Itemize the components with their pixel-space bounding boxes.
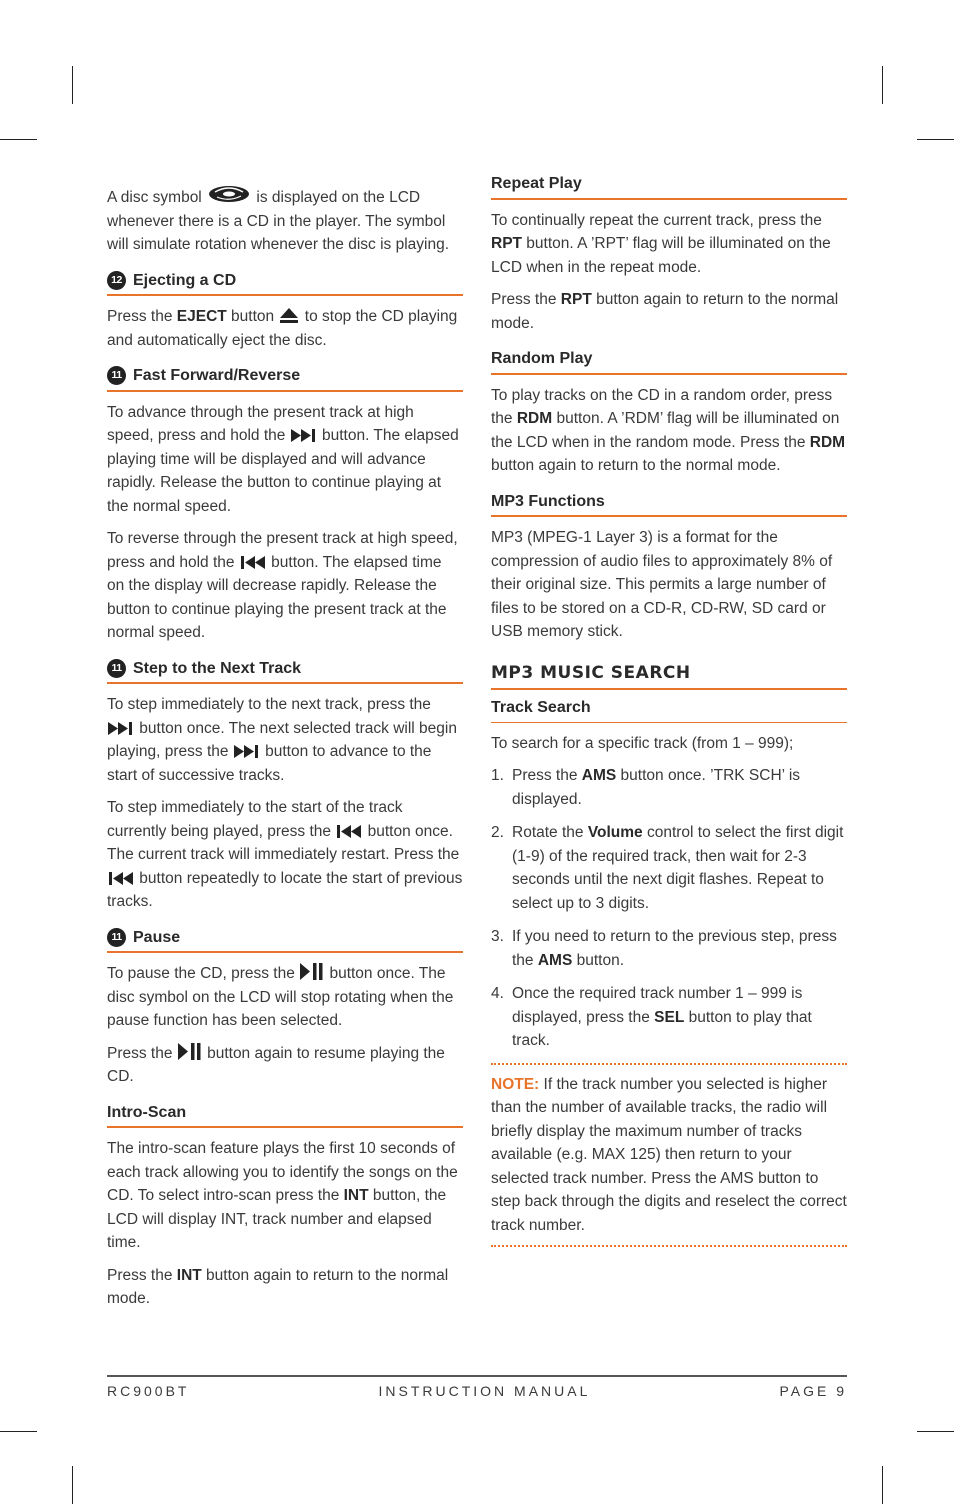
play-pause-icon [300, 962, 324, 981]
note-text: If the track number you selected is higher than the number of available tracks, the radio will briefly display the maximum number of tracks available (e.g. MAX 125) then return to your selected track number. Press the AMS button to step back through the digits and reselect the correct track number. [491, 1075, 847, 1234]
list-item: 1. Press the AMS button once. ’TRK SCH’ is displayed. [491, 767, 801, 808]
prev-track-icon [108, 871, 134, 886]
eject-icon [279, 307, 299, 324]
pause-heading: 11 Pause [107, 926, 463, 954]
disc-intro: A disc symbol is displayed on the LCD whenever there is a CD in the player. The symbol will simulate rotation whenever the disc is playing. [107, 182, 463, 257]
repeat-return-paragraph: Press the RPT button again to return to the normal mode. [491, 291, 839, 332]
step-number-badge: 12 [107, 271, 126, 290]
footer-page-number: PAGE 9 [779, 1383, 847, 1399]
next-track-icon [234, 744, 260, 759]
mp3-functions-heading: MP3 Functions [491, 490, 847, 518]
step-number-badge: 11 [107, 659, 126, 678]
crop-mark [917, 1431, 954, 1432]
crop-mark [72, 1466, 73, 1504]
track-search-intro: To search for a specific track (from 1 – 999); [491, 734, 794, 752]
crop-mark [882, 1466, 883, 1504]
random-paragraph: To play tracks on the CD in a random order, press the RDM button. A ’RDM’ flag will be illuminated on the LCD when in the random mode. Press the RDM button again to return to the normal mode. [491, 386, 846, 474]
play-pause-icon [178, 1042, 202, 1061]
list-item: 2. Rotate the Volume control to select the first digit (1-9) of the required track, then wait for 2-3 seconds until the next digit flashes. Repeat to select up to 3 digits. [491, 824, 844, 912]
list-item: 4. Once the required track number 1 – 999 is displayed, press the SEL button to play that track. [491, 985, 812, 1049]
prev-track-icon [336, 824, 362, 839]
list-item: 3. If you need to return to the previous step, press the AMS button. [491, 928, 837, 969]
resume-paragraph: Press the button again to resume playing the CD. [107, 1042, 463, 1089]
footer-title: INSTRUCTION MANUAL [378, 1383, 591, 1399]
step-previous-paragraph: To step immediately to the start of the track currently being played, press the button once. The current track will immediately restart. Press the button repeatedly to locate the start of previous tracks. [107, 799, 463, 910]
step-next-paragraph: To step immediately to the next track, press the button once. The next selected track will begin playing, press the button to advance to the start of successive tracks. [107, 696, 457, 784]
footer-model: RC900BT [107, 1383, 190, 1399]
crop-mark [0, 139, 37, 140]
random-play-heading: Random Play [491, 347, 847, 375]
crop-mark [917, 139, 954, 140]
note-box [491, 1063, 847, 1248]
eject-paragraph: Press the EJECT button to stop the CD playing and automatically eject the disc. [107, 308, 458, 349]
step-number-badge: 11 [107, 366, 126, 385]
intro-scan-heading: Intro-Scan [107, 1101, 463, 1129]
next-track-icon [108, 721, 134, 736]
right-column [491, 172, 847, 1247]
step-number-badge: 11 [107, 928, 126, 947]
disc-icon [207, 182, 251, 204]
repeat-paragraph: To continually repeat the current track, press the RPT button. A ’RPT’ flag will be illuminated on the LCD when in the repeat mode. [491, 211, 831, 276]
mp3-paragraph: MP3 (MPEG-1 Layer 3) is a format for the compression of audio files to approximately 8% of their original size. This permits a large number of files to be stored on a CD-R, CD-RW, SD card or USB memory stick. [491, 529, 833, 640]
mp3-music-search-heading: MP3 MUSIC SEARCH [491, 662, 847, 691]
step-next-track-heading: 11 Step to the Next Track [107, 657, 463, 685]
prev-track-icon [240, 555, 266, 570]
note-label: NOTE: [491, 1075, 540, 1093]
fast-forward-paragraph: To advance through the present track at high speed, press and hold the button. The elapsed playing time will be displayed and will advance rapidly. Release the button to continue playing at the normal speed. [107, 403, 459, 515]
left-column [107, 172, 463, 1320]
repeat-play-heading: Repeat Play [491, 172, 847, 200]
crop-mark [882, 66, 883, 104]
page-footer [107, 1375, 847, 1399]
crop-mark [0, 1431, 37, 1432]
track-search-heading: Track Search [491, 696, 847, 723]
crop-mark [72, 66, 73, 104]
track-search-steps [491, 764, 847, 1053]
intro-scan-paragraph: The intro-scan feature plays the first 10 seconds of each track allowing you to identify the songs on the CD. To select intro-scan press the INT button, the LCD will display INT, track number and elapsed time. [107, 1140, 458, 1251]
reverse-paragraph: To reverse through the present track at high speed, press and hold the button. The elapsed time on the display will decrease rapidly. Release the button to continue playing the present track at the normal speed. [107, 530, 458, 641]
next-track-icon [291, 428, 317, 443]
intro-scan-return-paragraph: Press the INT button again to return to the normal mode. [107, 1266, 449, 1307]
ejecting-cd-heading: 12 Ejecting a CD [107, 269, 463, 297]
pause-paragraph: To pause the CD, press the button once. The disc symbol on the LCD will stop rotating when the pause function has been selected. [107, 962, 463, 1033]
fast-forward-reverse-heading: 11 Fast Forward/Reverse [107, 364, 463, 392]
